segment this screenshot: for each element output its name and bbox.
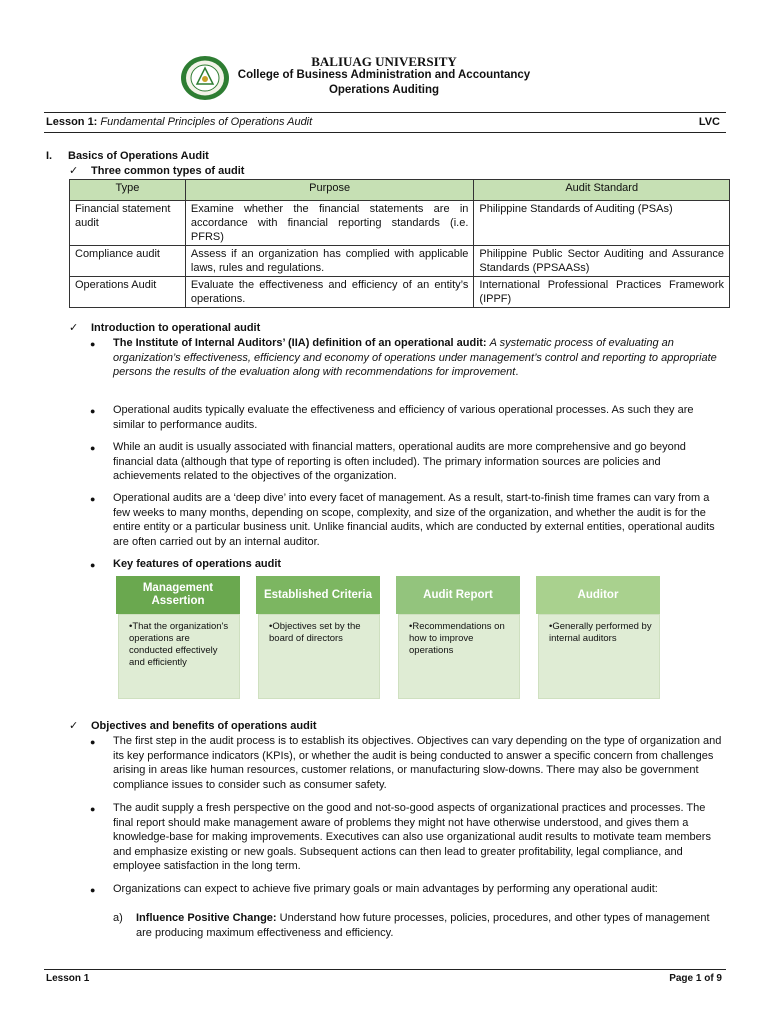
feature-card-body: •Recommendations on how to improve operations (398, 614, 520, 699)
section-numeral: I. (46, 150, 53, 162)
table-cell: Philippine Standards of Auditing (PSAs) (474, 201, 730, 246)
bullet-icon: ● (90, 885, 96, 895)
iia-definition-text: A systematic process of evaluating an organization’s effectiveness, efficiency and economy of operations under management’s control and reporting to appropriate persons the results of the evaluation along with recommendations for improvement (113, 337, 717, 378)
table-row (70, 201, 730, 246)
bullet-icon: ● (90, 804, 96, 814)
lesson-label: Lesson 1: (46, 116, 98, 128)
table-cell: Evaluate the effectiveness and efficiency of an entity’s operations. (185, 277, 474, 308)
feature-card-title: Auditor (536, 576, 660, 614)
audit-types-table (69, 179, 730, 308)
feature-card-title: Management Assertion (116, 576, 240, 614)
course-name: Operations Auditing (328, 84, 440, 96)
intro-paragraph-1 (113, 336, 725, 380)
bullet-icon: ● (90, 339, 96, 349)
subheading-types: Three common types of audit (91, 165, 245, 177)
objectives-paragraph-1: The first step in the audit process is to establish its objectives. Objectives can vary depending on the type of organization and its key performance indicators (KPIs), or whether the audit is being conducted to answer a specific concern from challenges arising in areas like human resources, customer relations, or manufacturing slow-downs. There may also be government compliance issues to consider such as consumer safety. (113, 735, 722, 791)
bullet-icon: ● (90, 560, 96, 570)
college-name: College of Business Administration and Accountancy (237, 69, 531, 81)
lesson-heading (46, 116, 312, 128)
table-row (70, 277, 730, 308)
lesson-code: LVC (698, 116, 720, 128)
intro-paragraph-4: Operational audits are a ‘deep dive’ into every facet of management. As a result, start-to-finish time frames can vary from a few weeks to many months, depending on scope, complexity, and size of the organization, and whether the audit is for the entire entity or a particular business unit. Unlike financial audits, which are conducted by external entities, operational audits are often carried out by an internal auditor. (113, 492, 715, 548)
key-features-heading: Key features of operations audit (113, 558, 282, 570)
subheading-objectives: Objectives and benefits of operations audit (91, 720, 317, 732)
check-icon: ✓ (69, 720, 79, 732)
bullet-icon: ● (90, 737, 96, 747)
check-icon: ✓ (69, 322, 79, 334)
feature-card-text: Objectives set by the board of directors (269, 621, 361, 644)
goal-a-text: Understand how future processes, policies, procedures, and other types of management are producing maximum effectiveness and efficiency. (136, 912, 710, 939)
university-name: BALIUAG UNIVERSITY (311, 54, 457, 69)
feature-card-title: Established Criteria (256, 576, 380, 614)
table-cell: Compliance audit (70, 246, 186, 277)
header-rule-bottom (44, 132, 726, 133)
table-cell: Examine whether the financial statements are in accordance with financial reporting standards (i.e. PFRS) (185, 201, 474, 246)
feature-card-text: That the organization's operations are conducted effectively and efficiently (129, 621, 229, 668)
bullet-icon: ● (90, 443, 96, 453)
lesson-title: Fundamental Principles of Operations Audit (100, 116, 313, 128)
header-rule-top (44, 112, 726, 113)
table-cell: Operations Audit (70, 277, 186, 308)
table-header: Purpose (185, 180, 474, 201)
table-header: Type (70, 180, 186, 201)
table-cell: Financial statement audit (70, 201, 186, 246)
list-marker: a) (113, 912, 123, 924)
objectives-paragraph-3: Organizations can expect to achieve five primary goals or main advantages by performing any operational audit: (113, 883, 658, 895)
objectives-paragraph-2: The audit supply a fresh perspective on the good and not-so-good aspects of organizational practices and processes. The final report should make management aware of problems they might not have otherwise understood, and gives them a knowledge-base for making improvements. Executives can also use organizational audit results to motivate team members and emphasize existing or new goals. Subsequent actions can then lead to greater profitability, legal compliance, and employee satisfaction in the long term. (113, 802, 711, 872)
period: . (515, 366, 519, 378)
feature-card-text: Generally performed by internal auditors (549, 621, 652, 644)
table-cell: Assess if an organization has complied with applicable laws, rules and regulations. (185, 246, 474, 277)
feature-card-body: •That the organization's operations are conducted effectively and efficiently (118, 614, 240, 699)
table-header-row (70, 180, 730, 201)
intro-paragraph-2: Operational audits typically evaluate the effectiveness and efficiency of various operational processes. As such they are similar to performance audits. (113, 404, 694, 431)
feature-card-body: •Objectives set by the board of directors (258, 614, 380, 699)
bullet-icon: ● (90, 406, 96, 416)
table-cell: International Professional Practices Framework (IPPF) (474, 277, 730, 308)
subheading-intro: Introduction to operational audit (91, 322, 261, 334)
table-row (70, 246, 730, 277)
table-cell: Philippine Public Sector Auditing and Assurance Standards (PPSAASs) (474, 246, 730, 277)
bullet-icon: ● (90, 494, 96, 504)
page-number: Page 1 of 9 (669, 973, 722, 984)
footer-lesson: Lesson 1 (46, 973, 90, 984)
goal-a (136, 911, 725, 940)
feature-card-text: Recommendations on how to improve operations (409, 621, 505, 656)
feature-card-title: Audit Report (396, 576, 520, 614)
iia-definition-label: The Institute of Internal Auditors’ (IIA) definition of an operational audit: (113, 337, 487, 349)
footer-rule (44, 969, 726, 970)
intro-paragraph-3: While an audit is usually associated with financial matters, operational audits are more comprehensive and go beyond financial data (although that type of reporting is often included). The primary information sources are policies and achievements related to the objectives of the organization. (113, 441, 686, 482)
check-icon: ✓ (69, 165, 79, 177)
goal-a-title: Influence Positive Change: (136, 912, 277, 924)
section-title: Basics of Operations Audit (68, 150, 209, 162)
table-header: Audit Standard (474, 180, 730, 201)
feature-card-body: •Generally performed by internal auditors (538, 614, 660, 699)
